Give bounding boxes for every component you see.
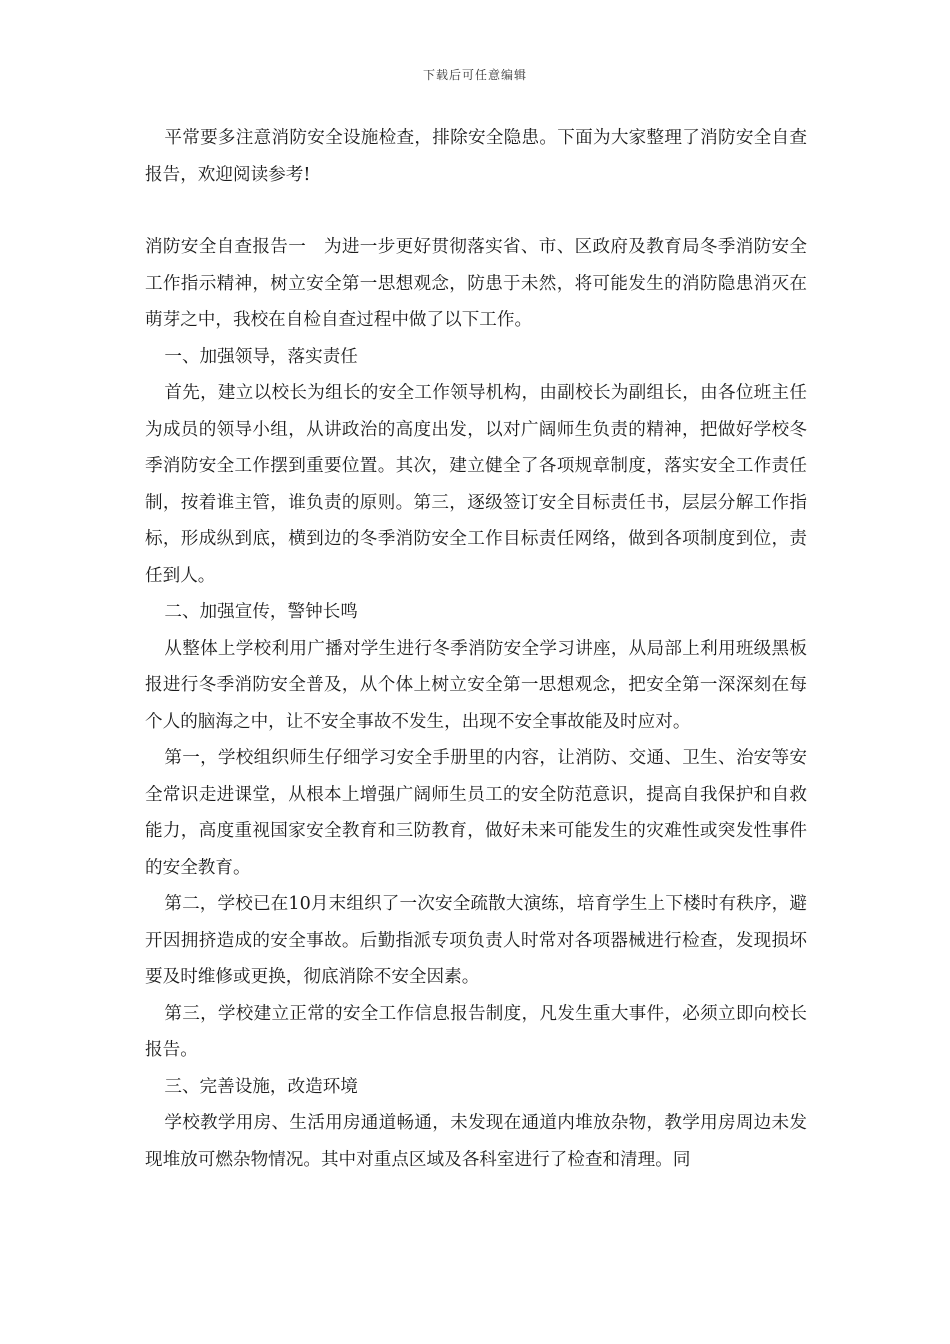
report-lead-paragraph: 消防安全自查报告一 为进一步更好贯彻落实省、市、区政府及教育局冬季消防安全工作指示精神，树立安全第一思想观念，防患于未然，将可能发生的消防隐患消灭在萌芽之中，我校在自检自查过程中做了以下工作。 [145, 237, 807, 330]
section-heading-3: 三、完善设施，改造环境 [164, 1076, 358, 1097]
section-2-item-2: 第二，学校已在10月末组织了一次安全疏散大演练，培育学生上下楼时有秩序，避开因拥挤造成的安全事故。后勤指派专项负责人时常对各项器械进行检查，发现损坏要及时维修或更换，彻底消除不安全因素。 [145, 894, 807, 987]
page-header-note: 下载后可任意编辑 [422, 68, 527, 82]
section-heading-2: 二、加强宣传，警钟长鸣 [164, 602, 358, 622]
section-2-paragraph: 从整体上学校利用广播对学生进行冬季消防安全学习讲座，从局部上利用班级黑板报进行冬季消防安全普及，从个体上树立安全第一思想观念，把安全第一深深刻在每个人的脑海之中，让不安全事故不发生，出现不安全事故能及时应对。 [145, 638, 807, 732]
section-2-item-1: 第一，学校组织师生仔细学习安全手册里的内容，让消防、交通、卫生、治安等安全常识走进课堂，从根本上增强广阔师生员工的安全防范意识，提高自我保护和自救能力，高度重视国家安全教育和三防教育，做好未来可能发生的灾难性或突发性事件的安全教育。 [145, 748, 807, 878]
section-1-paragraph: 首先，建立以校长为组长的安全工作领导机构，由副校长为副组长，由各位班主任为成员的领导小组，从讲政治的高度出发，以对广阔师生负责的精神，把做好学校冬季消防安全工作摆到重要位置。其次，建立健全了各项规章制度，落实安全工作责任制，按着谁主管，谁负责的原则。第三，逐级签订安全目标责任书，层层分解工作指标，形成纵到底，横到边的冬季消防安全工作目标责任网络，做到各项制度到位，责任到人。 [145, 383, 807, 586]
document-body [145, 120, 807, 1178]
paragraph-gap [145, 193, 807, 229]
section-3-paragraph: 学校教学用房、生活用房通道畅通，未发现在通道内堆放杂物，教学用房周边未发现堆放可燃杂物情况。其中对重点区域及各科室进行了检查和清理。同 [145, 1113, 807, 1170]
section-2-item-3: 第三，学校建立正常的安全工作信息报告制度，凡发生重大事件，必须立即向校长报告。 [145, 1003, 807, 1060]
intro-paragraph: 平常要多注意消防安全设施检查，排除安全隐患。下面为大家整理了消防安全自查报告，欢迎阅读参考! [145, 128, 807, 185]
section-heading-1: 一、加强领导，落实责任 [164, 346, 358, 367]
